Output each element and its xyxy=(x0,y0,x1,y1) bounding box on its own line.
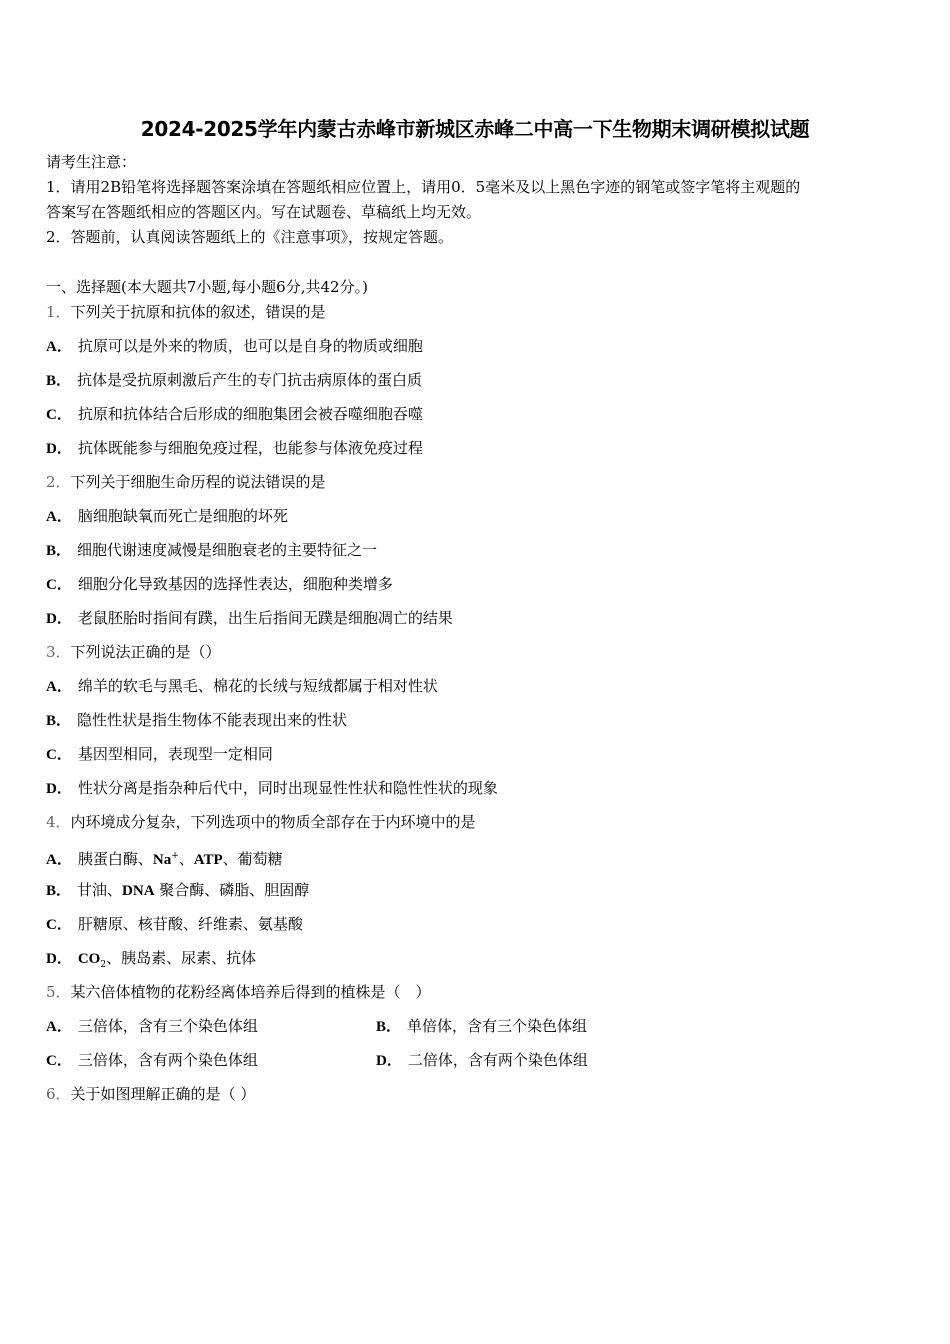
q1-option-a: A． 抗原可以是外来的物质，也可以是自身的物质或细胞 xyxy=(46,337,423,355)
notice-heading: 请考生注意： xyxy=(46,153,137,171)
q1-option-b: B． 抗体是受抗原刺激后产生的专门抗击病原体的蛋白质 xyxy=(46,371,423,389)
q5-option-a: A． 三倍体，含有三个染色体组 xyxy=(46,1017,258,1035)
notice-line-2: 2．答题前，认真阅读答题纸上的《注意事项》，按规定答题。 xyxy=(46,228,454,246)
question-stem: 内环境成分复杂，下列选项中的物质全部存在于内环境中的是 xyxy=(70,813,476,831)
question-1 xyxy=(46,302,326,322)
notice-line-1b: 答案写在答题纸相应的答题区内。写在试题卷、草稿纸上均无效。 xyxy=(46,203,482,221)
q5-option-c: C． 三倍体，含有两个染色体组 xyxy=(46,1051,258,1069)
question-number: 4． xyxy=(46,813,71,831)
question-stem: 关于如图理解正确的是（ ） xyxy=(70,1085,256,1103)
question-2 xyxy=(46,472,326,492)
q5-option-b: B． 单倍体，含有三个染色体组 xyxy=(376,1017,588,1035)
question-stem: 某六倍体植物的花粉经离体培养后得到的植株是（ ） xyxy=(70,983,431,1001)
q2-option-c: C． 细胞分化导致基因的选择性表达，细胞种类增多 xyxy=(46,575,393,593)
section-heading: 一、选择题(本大题共7小题,每小题6分,共42分。) xyxy=(46,278,368,296)
q3-option-d: D． 性状分离是指杂种后代中，同时出现显性性状和隐性性状的现象 xyxy=(46,779,498,797)
question-stem: 下列关于细胞生命历程的说法错误的是 xyxy=(70,473,326,491)
question-4 xyxy=(46,812,476,832)
question-stem: 下列关于抗原和抗体的叙述，错误的是 xyxy=(70,303,326,321)
q3-option-a: A． 绵羊的软毛与黑毛、棉花的长绒与短绒都属于相对性状 xyxy=(46,677,438,695)
question-6 xyxy=(46,1084,255,1104)
q4-option-a: A． 胰蛋白酶、Na+、ATP、葡萄糖 xyxy=(46,850,283,868)
question-number: 5． xyxy=(46,983,71,1001)
q2-option-d: D． 老鼠胚胎时指间有蹼，出生后指间无蹼是细胞凋亡的结果 xyxy=(46,609,453,627)
question-number: 2． xyxy=(46,473,71,491)
notice-line-1a: 1．请用2B铅笔将选择题答案涂填在答题纸相应位置上，请用0．5毫米及以上黑色字迹的钢笔或签字笔将主观题的 xyxy=(46,178,801,196)
q4-option-d: D． $CO_2$、胰岛素、尿素、抗体 xyxy=(46,949,257,970)
q1-option-d: D． 抗体既能参与细胞免疫过程，也能参与体液免疫过程 xyxy=(46,439,423,457)
q3-option-b: B． 隐性性状是指生物体不能表现出来的性状 xyxy=(46,711,348,729)
question-3 xyxy=(46,642,221,662)
q4-option-b: B． 甘油、DNA 聚合酶、磷脂、胆固醇 xyxy=(46,881,310,899)
question-number: 6． xyxy=(46,1085,71,1103)
page-title: 2024-2025学年内蒙古赤峰市新城区赤峰二中高一下生物期末调研模拟试题 xyxy=(140,117,810,141)
q1-option-c: C． 抗原和抗体结合后形成的细胞集团会被吞噬细胞吞噬 xyxy=(46,405,423,423)
q2-option-b: B． 细胞代谢速度减慢是细胞衰老的主要特征之一 xyxy=(46,541,378,559)
question-stem: 下列说法正确的是（） xyxy=(70,643,221,661)
q4-option-c: C． 肝糖原、核苷酸、纤维素、氨基酸 xyxy=(46,915,303,933)
q5-option-d: D． 二倍体，含有两个染色体组 xyxy=(376,1051,588,1069)
q2-option-a: A． 脑细胞缺氧而死亡是细胞的坏死 xyxy=(46,507,288,525)
question-5 xyxy=(46,982,431,1002)
q3-option-c: C． 基因型相同，表现型一定相同 xyxy=(46,745,273,763)
question-number: 3． xyxy=(46,643,71,661)
question-number: 1． xyxy=(46,303,71,321)
